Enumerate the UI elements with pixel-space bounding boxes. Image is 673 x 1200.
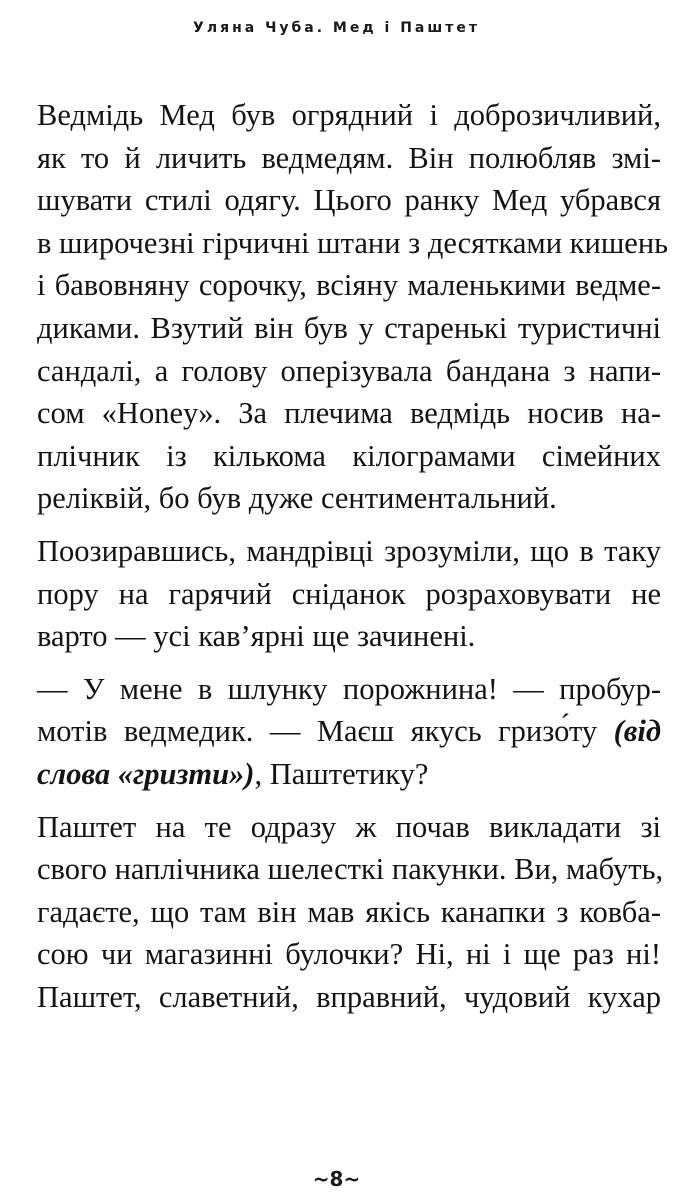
page-number: ~8~ (312, 1167, 361, 1191)
text-line: сандалі, а голову оперізувала бандана з напи- (37, 353, 661, 388)
text-line: Ведмідь Мед був огрядний і доброзичливий, (37, 98, 661, 132)
paragraph-3-dialogue (25, 668, 661, 796)
gloss-italic: (від (613, 714, 661, 749)
paragraph-1 (25, 94, 669, 520)
text-line: Паштет на те одразу ж почав викладати зі (37, 809, 661, 844)
text-line: гадаєте, що там він мав якісь канапки з ковба- (37, 894, 661, 929)
text-line: Поозиравшись, мандрівці зрозуміли, що в таку (37, 533, 661, 568)
text-line (25, 753, 661, 796)
text-line: плічник із кількома кілограмами сімейних (37, 438, 661, 473)
text-line: і бавовняну сорочку, всіяну маленькими ведме- (37, 268, 661, 303)
text-run: мотів ведмедик. — Маєш якусь гризо́ту (37, 714, 614, 749)
text-line: сою чи магазинні булочки? Ні, ні і ще раз ні! (37, 937, 661, 972)
text-line: пору на гарячий сніданок розраховувати не (37, 576, 661, 611)
text-line: реліквій, бо був дуже сентиментальний. (37, 481, 557, 516)
text-line: як то й личить ведмедям. Він полюбляв змі- (37, 140, 661, 175)
page-body (25, 94, 669, 1028)
text-line (25, 710, 661, 753)
paragraph-2 (25, 530, 661, 658)
gloss-italic: слова «гризти») (37, 756, 255, 791)
text-line: шувати стилі одягу. Цього ранку Мед убрався (37, 183, 661, 218)
text-line: сом «Honey». За плечима ведмідь носив на- (37, 396, 661, 431)
text-run: , Паштетику? (254, 756, 429, 791)
text-line: диками. Взутий він був у старенькі туристичні (37, 310, 661, 345)
running-head: Уляна Чуба. Мед і Паштет (193, 20, 480, 36)
text-line: в широчезні гірчичні штани з десятками кишень (37, 225, 669, 260)
text-line: варто — усі кав’ярні ще зачинені. (37, 619, 476, 654)
text-line: свого наплічника шелесткі пакунки. Ви, мабуть, (37, 852, 664, 887)
paragraph-4 (25, 806, 664, 1019)
text-line: — У мене в шлунку порожнина! — пробур- (37, 671, 661, 706)
text-line: Паштет, славетний, вправний, чудовий кухар (37, 979, 661, 1014)
